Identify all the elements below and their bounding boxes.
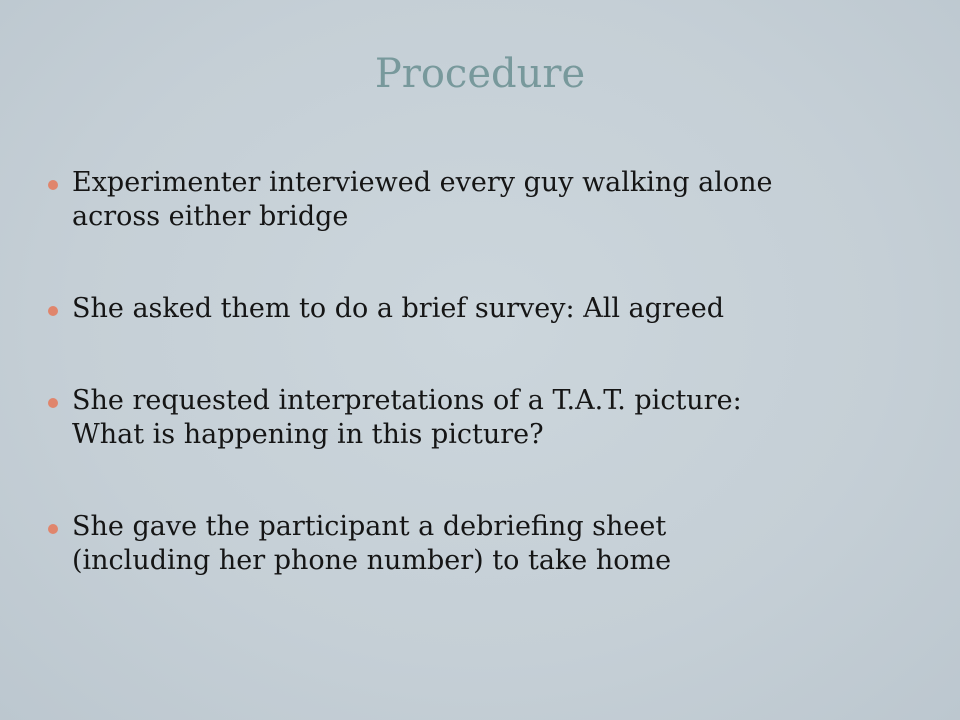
bullet-item <box>48 510 908 578</box>
bullet-item <box>48 384 908 452</box>
bullet-item <box>48 166 908 234</box>
bullet-dot-icon <box>48 398 58 408</box>
bullet-line: across either bridge <box>72 201 349 232</box>
bullet-text <box>72 166 908 234</box>
bullet-list <box>48 166 908 578</box>
bullet-line: What is happening in this picture? <box>72 419 544 450</box>
bullet-text <box>72 292 908 326</box>
bullet-dot-icon <box>48 306 58 316</box>
bullet-text <box>72 510 908 578</box>
bullet-text <box>72 384 908 452</box>
slide-title: Procedure <box>374 51 586 97</box>
bullet-dot-icon <box>48 524 58 534</box>
bullet-line: (including her phone number) to take home <box>72 545 672 576</box>
bullet-dot-icon <box>48 180 58 190</box>
bullet-line: She requested interpretations of a T.A.T. picture: <box>72 385 742 416</box>
bullet-line: Experimenter interviewed every guy walking alone <box>72 167 773 198</box>
bullet-item <box>48 292 908 326</box>
bullet-line: She gave the participant a debriefing sheet <box>72 511 667 542</box>
bullet-line: She asked them to do a brief survey: All agreed <box>72 293 725 324</box>
